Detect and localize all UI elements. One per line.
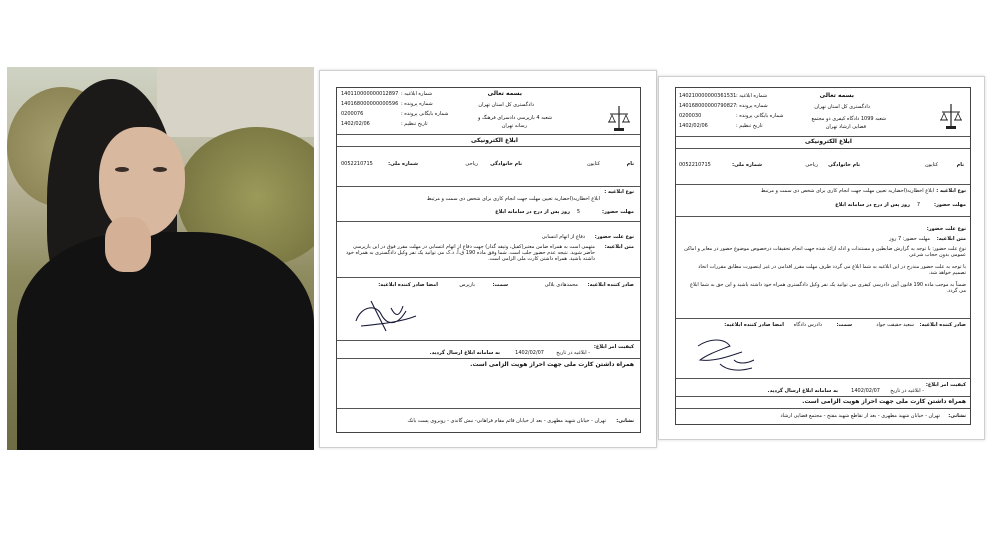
reason-label: نوع علت حضور: <box>926 226 966 232</box>
national-id-value: 0052210715 <box>679 162 711 168</box>
notice-type-label: نوع ابلاغیه : <box>604 189 634 195</box>
address-label: نشانی: <box>948 413 966 419</box>
issuer-label: صادر کننده ابلاغیه: <box>919 322 966 328</box>
meta-value-archive: 0200076 <box>341 111 364 117</box>
court-name: دادگستری کل استان تهران <box>814 104 870 110</box>
header-title: بسمه تعالی <box>487 90 522 97</box>
position-label: سمت: <box>492 282 508 288</box>
deadline-label: مهلت حضور: <box>601 209 634 215</box>
meta-label-archive: شماره بایگانی پرونده : <box>401 111 449 117</box>
id-requirement: همراه داشتن کارت ملی جهت احراز هویت الزامی است. <box>470 361 634 368</box>
meta-value-notice: 140110000000012897 <box>341 91 399 97</box>
notice-type-value: ابلاغ اخطاریه(احضاریه تعیین مهلت جهت انجام کاری برای شخص ذی سمت و مرتبط <box>426 196 600 202</box>
portrait-photo <box>7 67 314 450</box>
address-value: تهران - خیابان شهید مطهری - بعد از خیابان قائم مقام فراهانی- نبش گاندی - روبروی پست بانک <box>407 418 606 424</box>
id-requirement: همراه داشتن کارت ملی جهت احراز هویت الزامی است. <box>802 398 966 405</box>
court-branch: شعبه 1099 دادگاه کیفری دو مجتمع <box>811 116 886 122</box>
meta-value-case: 140168000000000596 <box>341 101 399 107</box>
issuer-value: سعید حقیقت جواد <box>876 322 914 328</box>
national-id-value: 0052210715 <box>341 161 373 167</box>
family-value: ریاحی <box>805 162 818 168</box>
notice-text-label: متن ابلاغیه: <box>604 244 634 250</box>
document-frame <box>675 87 971 425</box>
meta-value-date: 1402/02/06 <box>341 121 370 127</box>
name-label: نام <box>626 161 634 167</box>
national-id-label: شماره ملی: <box>388 161 418 167</box>
document-frame <box>336 87 641 433</box>
delivery-date: 1402/02/07 <box>515 350 544 356</box>
delivery-date-label: - ابلاغیه در تاریخ <box>556 350 590 356</box>
deadline-value: 5 <box>576 209 580 215</box>
court-name: دادگستری کل استان تهران <box>478 102 534 108</box>
meta-value-notice: 140210000000361531 <box>679 93 737 99</box>
meta-label-date: تاریخ تنظیم : <box>401 121 428 127</box>
hand <box>105 217 151 272</box>
delivery-method-value: به سامانه ابلاغ ارسال گردید. <box>767 388 838 394</box>
delivery-method-label: کیفیت امر ابلاغ: <box>925 382 966 388</box>
meta-value-archive: 0200030 <box>679 113 702 119</box>
signature-label: امضا صادر کننده ابلاغیه: <box>724 322 784 328</box>
judiciary-emblem-icon <box>608 104 630 132</box>
judiciary-emblem-icon <box>940 102 962 130</box>
form-title: ابلاغ الکترونیکی <box>804 138 852 145</box>
address-label: نشانی: <box>616 418 634 424</box>
header-title: بسمه تعالی <box>819 92 854 99</box>
position-label: سمت: <box>836 322 852 328</box>
family-label: نام خانوادگی <box>490 161 522 167</box>
notice-text-lawyer: ضمناً به موجب ماده 190 قانون آیین دادرسی کیفری می توانید یک نفر وکیل دادگستری همراه خود داشته باشید و این حق به شما ابلاغ می گردد. <box>690 282 966 294</box>
position-value: دادرس دادگاه <box>793 322 822 328</box>
handwritten-signature <box>690 334 762 376</box>
delivery-date-label: - ابلاغیه در تاریخ <box>890 388 924 394</box>
court-branch: شعبه 4 بازپرسی دادسرای فرهنگ و <box>477 115 552 121</box>
issuer-value: محمدهادی بلالی <box>544 282 578 288</box>
meta-value-case: 140168000000790827 <box>679 103 737 109</box>
notice-text-warning: با توجه به علت حضور مندرج در این ابلاغیه به شما ابلاغ می گردد ظرف مهلت مقرر اقدامی در غیر اینصورت مطابق مقررات اتخاذ تصمیم خواهد شد. <box>698 264 966 276</box>
national-id-label: شماره ملی: <box>732 162 762 168</box>
signature-label: امضا صادر کننده ابلاغیه: <box>378 282 438 288</box>
issuer-label: صادر کننده ابلاغیه: <box>587 282 634 288</box>
black-clothing <box>17 232 314 450</box>
delivery-method-label: کیفیت امر ابلاغ: <box>593 344 634 350</box>
eye <box>115 167 129 172</box>
deadline-text: روز پس از درج در سامانه ابلاغ <box>835 202 910 208</box>
meta-label-case: شماره پرونده : <box>401 101 433 107</box>
name-label: نام <box>956 162 964 168</box>
delivery-method-value: به سامانه ابلاغ ارسال گردید. <box>429 350 500 356</box>
meta-label-case: شماره پرونده : <box>736 103 768 109</box>
deadline-text: روز پس از درج در سامانه ابلاغ <box>495 209 570 215</box>
reason-value: دفاع از اتهام انتسابی <box>541 234 585 240</box>
name-value: کتایون <box>586 161 600 167</box>
meta-value-date: 1402/02/06 <box>679 123 708 129</box>
handwritten-signature <box>351 296 421 336</box>
family-value: ریاحی <box>465 161 478 167</box>
summons-document-2 <box>658 76 985 440</box>
position-value: بازپرس <box>459 282 475 288</box>
meta-label-archive: شماره بایگانی پرونده : <box>736 113 784 119</box>
name-value: کتایون <box>924 162 938 168</box>
address-value: تهران - خیابان شهید مطهری - بعد از تقاطع شهید مفتح - مجتمع قضایی ارشاد <box>780 413 940 419</box>
meta-label-date: تاریخ تنظیم : <box>736 123 763 129</box>
meta-label-notice: شماره ابلاغیه : <box>736 93 768 99</box>
deadline-label: مهلت حضور: <box>933 202 966 208</box>
meta-label-notice: شماره ابلاغیه : <box>401 91 433 97</box>
summons-document-1 <box>319 70 657 448</box>
background-building <box>157 67 314 137</box>
form-title: ابلاغ الکترونیکی <box>470 137 518 144</box>
notice-text-reason: نوع علت حضور: با توجه به گزارش ضابطین و مستندات و ادله ارائه شده جهت انجام تحقیقات درخصوص موضوع حضور در معابر و اماکن عمومی بدون حجاب شرعی <box>684 246 966 258</box>
notice-type-label: نوع ابلاغیه : <box>936 188 966 194</box>
court-branch-cont: رسانه تهران <box>501 123 527 129</box>
notice-text-label: متن ابلاغیه: <box>936 236 966 242</box>
eye <box>153 167 167 172</box>
family-label: نام خانوادگی <box>828 162 860 168</box>
deadline-value: 7 <box>916 202 920 208</box>
delivery-date: 1402/02/07 <box>851 388 880 394</box>
notice-text-deadline: مهلت حضور: 7 روز <box>889 236 930 242</box>
court-branch-cont: قضایی ارشاد تهران <box>825 124 866 130</box>
reason-label: نوع علت حضور: <box>594 234 634 240</box>
notice-type-value: ابلاغ اخطاریه(احضاریه تعیین مهلت جهت انجام کاری برای شخص ذی سمت و مرتبط <box>760 188 934 194</box>
notice-text: متهمی است به همراه ضامن معتبر(کفیل، وثیقه گذار) جهت دفاع از اتهام انتسابی در مهلت مقرر فوق در این بازپرسی حاضر شوید. نتیجه عدم حضور جلب است. شما وفق ماده 190 ق.آ. د.ک می توانید یک نفر وکیل دادگستری به همراه خود داشته باشید. همراه داشتن کارت ملی الزامی است. <box>346 244 595 262</box>
